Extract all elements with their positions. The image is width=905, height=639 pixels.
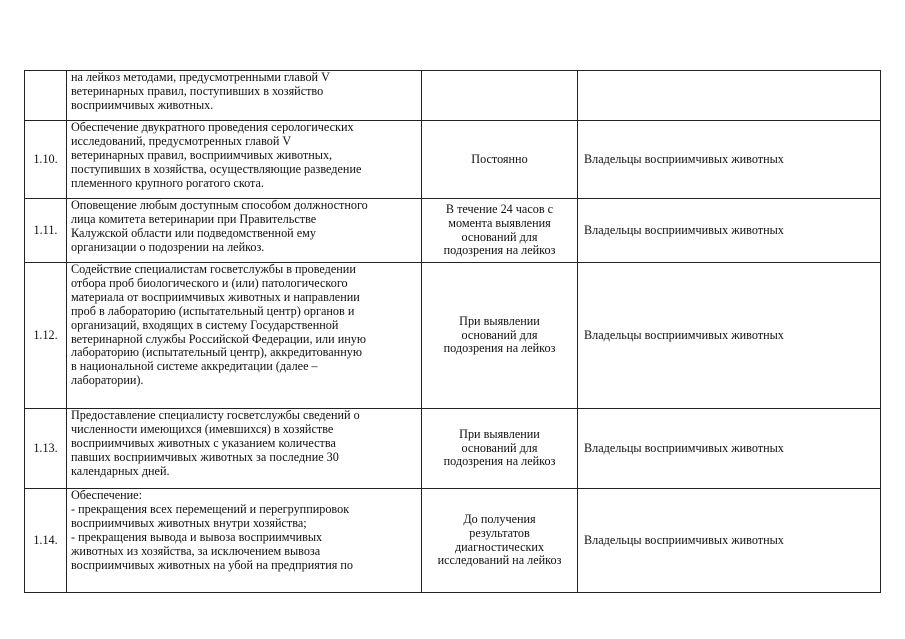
table-row [25, 121, 881, 199]
item-number: 1.14. [25, 489, 67, 593]
deadline-text-line: результатов [469, 525, 530, 540]
measure-text-line: Содействие специалистам госветслужбы в проведении [71, 262, 356, 276]
deadline-text-line: В течение 24 часов с [445, 201, 554, 216]
responsible-party: Владельцы восприимчивых животных [578, 409, 881, 489]
item-number: 1.13. [25, 409, 67, 489]
measure-text-line: Обеспечение двукратного проведения серологических [71, 120, 354, 134]
measure-text-line: лица комитета ветеринарии при Правительстве [71, 211, 317, 226]
responsible-party: Владельцы восприимчивых животных [578, 121, 881, 199]
measure-text-line: восприимчивых животных. [71, 97, 214, 112]
measure-description [67, 409, 422, 489]
measure-text-line: численности имеющихся (имевшихся) в хозяйстве [71, 421, 334, 436]
responsible-party [578, 71, 881, 121]
deadline-cell [422, 71, 578, 121]
measure-text-line: в национальной системе аккредитации (далее – [71, 359, 318, 374]
measure-description [67, 71, 422, 121]
measure-text-line: Предоставление специалисту госветслужбы сведений о [71, 408, 360, 422]
table-row [25, 263, 881, 409]
measure-text-line: проб в лабораторию (испытательный центр) органов и [71, 303, 355, 318]
measure-text-line: ветеринарных правил, поступивших в хозяйство [71, 83, 324, 98]
deadline-cell [422, 489, 578, 593]
measure-text-line: лаборатории). [71, 373, 144, 388]
table-row [25, 71, 881, 121]
deadline-text-line: При выявлении [459, 313, 540, 328]
measure-text-line: материала от восприимчивых животных и направлении [71, 289, 360, 304]
measure-description [67, 489, 422, 593]
measure-text-line: Калужской области или подведомственной ему [71, 225, 316, 240]
measure-text-line: Обеспечение: [71, 488, 142, 502]
deadline-cell [422, 409, 578, 489]
measure-text-line: исследований, предусмотренных главой V [71, 133, 292, 148]
measure-text-line: восприимчивых животных с указанием количества [71, 435, 336, 450]
measure-text-line: - прекращения вывода и вывоза восприимчивых [71, 529, 323, 544]
table-row [25, 199, 881, 263]
item-number: 1.10. [25, 121, 67, 199]
deadline-cell [422, 121, 578, 199]
responsible-party: Владельцы восприимчивых животных [578, 199, 881, 263]
measures-table [24, 70, 881, 593]
measure-text-line: павших восприимчивых животных за последние 30 [71, 449, 339, 464]
deadline-text-line: Постоянно [471, 151, 528, 166]
deadline-cell [422, 263, 578, 409]
deadline-text-line: исследований на лейкоз [437, 553, 562, 568]
measure-text-line: отбора проб биологического и (или) патологического [71, 275, 348, 290]
measure-text-line: племенного крупного рогатого скота. [71, 175, 264, 190]
responsible-party: Владельцы восприимчивых животных [578, 263, 881, 409]
item-number: 1.12. [25, 263, 67, 409]
measure-description [67, 263, 422, 409]
measure-text-line: Оповещение любым доступным способом должностного [71, 198, 368, 212]
deadline-cell [422, 199, 578, 263]
measure-text-line: на лейкоз методами, предусмотренными главой V [71, 70, 330, 84]
table-row [25, 409, 881, 489]
deadline-text-line: При выявлении [459, 426, 540, 441]
deadline-text-line: подозрения на лейкоз [443, 341, 556, 356]
deadline-text-line: оснований для [461, 327, 538, 342]
deadline-text-line: оснований для [461, 440, 538, 455]
deadline-text-line: До получения [463, 511, 536, 526]
deadline-text-line: диагностических [454, 539, 545, 554]
deadline-text-line: оснований для [461, 229, 538, 244]
table-body [25, 71, 881, 593]
item-number: 1.11. [25, 199, 67, 263]
deadline-text-line: момента выявления [448, 215, 551, 230]
measure-description [67, 199, 422, 263]
deadline-text-line: подозрения на лейкоз [443, 243, 556, 258]
deadline-text-line: подозрения на лейкоз [443, 454, 556, 469]
measure-text-line: организаций, входящих в систему Государственной [71, 317, 339, 332]
measure-text-line: - прекращения всех перемещений и перегруппировок [71, 501, 350, 516]
measure-text-line: календарных дней. [71, 463, 170, 478]
measure-text-line: организации о подозрении на лейкоз. [71, 239, 265, 254]
responsible-party: Владельцы восприимчивых животных [578, 489, 881, 593]
measure-text-line: ветеринарной службы Российской Федерации, или иную [71, 331, 366, 346]
item-number [25, 71, 67, 121]
measure-text-line: восприимчивых животных на убой на предприятия по [71, 557, 353, 572]
measure-text-line: лабораторию (испытательный центр), аккредитованную [71, 345, 362, 360]
measure-text-line: поступивших в хозяйства, осуществляющие разведение [71, 161, 362, 176]
measure-text-line: животных из хозяйства, за исключением вывоза [71, 543, 321, 558]
table-row [25, 489, 881, 593]
measure-description [67, 121, 422, 199]
measure-text-line: ветеринарных правил, восприимчивых животных, [71, 147, 333, 162]
measure-text-line: восприимчивых животных внутри хозяйства; [71, 515, 307, 530]
